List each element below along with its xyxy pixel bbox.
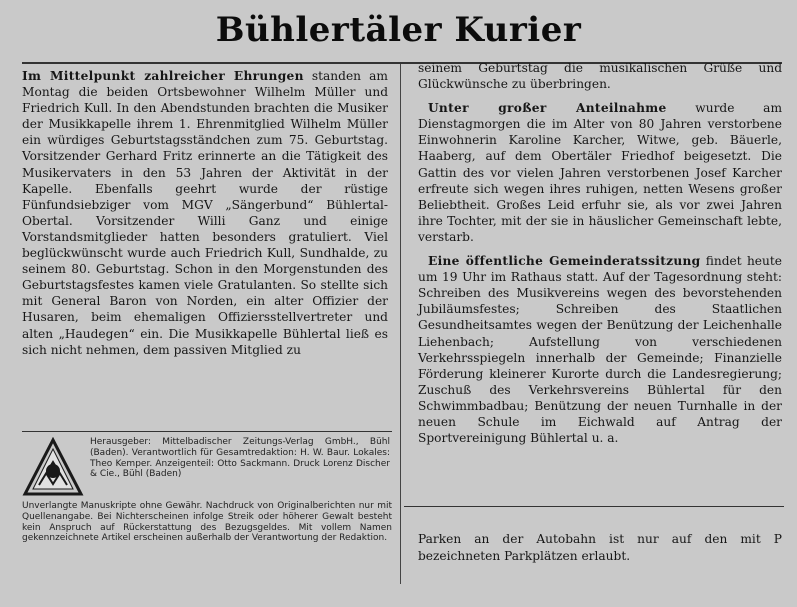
right-column — [418, 60, 782, 454]
article-honors-continued: seinem Geburtstag die musikalischen Grüße und Glückwünsche zu überbringen. — [418, 61, 782, 92]
imprint-rule — [22, 431, 392, 432]
article-honors-lead: Im Mittelpunkt zahlreicher Ehrungen — [22, 69, 304, 83]
left-column — [22, 68, 388, 366]
parking-notice: Parken an der Autobahn ist nur auf den mit P bezeichneten Parkplätzen erlaubt. — [418, 532, 782, 563]
article-funeral — [418, 100, 782, 245]
article-honors-text: standen am Montag die beiden Ortsbewohner Wilhelm Müller und Friedrich Kull. In den Abendstunden brachten die Musiker der Musikkapelle ihrem 1. Ehrenmitglied Wilhelm Müller ein würdiges Geburtstagsständchen zum 75. Geburtstag. Vorsitzender Gerhard Fritz erinnerte an die Tätigkeit des Musikervaters in den 53 Jahren der Aktivität in der Kapelle. Ebenfalls geehrt wurde der rüstige Fünfundsiebziger vom MGV „Sängerbund“ Bühlertal-Obertal. Vorsitzender Willi Ganz und einige Vorstandsmitglieder hatten besonders gratuliert. Viel beglückwünscht wurde auch Friedrich Kull, Sundhalde, zu seinem 80. Geburtstag. Schon in den Morgenstunden des Geburtstagsfestes kamen viele Gratulanten. So stellte sich mit General Baron von Norden, ein alter Offizier der Husaren, beim ehemaligen Offiziersstellvertreter und alten „Haudegen“ ein. Die Musikkapelle Bühlertal ließ es sich nicht nehmen, dem passiven Mitglied zu — [22, 69, 388, 357]
imprint-text: Herausgeber: Mittelbadischer Zeitungs-Verlag GmbH., Bühl (Baden). Verantwortlich für Gesamtredaktion: H. W. Baur. Lokales: Theo Kemper. Anzeigenteil: Otto Sackmann. Druck Lorenz Discher & Cie., Bühl (Baden) — [90, 437, 390, 480]
article-honors — [22, 68, 388, 358]
masthead-title: Bühlertäler Kurier — [215, 10, 582, 50]
column-divider — [400, 64, 401, 584]
notice-rule — [404, 506, 784, 507]
article-funeral-lead: Unter großer Anteilnahme — [428, 101, 667, 116]
article-funeral-text: wurde am Dienstagmorgen die im Alter von 80 Jahren verstorbene Einwohnerin Karoline Karcher, Witwe, geb. Bäuerle, Haaberg, auf dem Obertäler Friedhof beigesetzt. Die Gattin des vor vielen Jahren verstorbenen Josef Karcher erfreute sich wegen ihres ruhigen, netten Wesens großer Beliebtheit. Großes Leid erfuhr sie, als vor zwei Jahren ihre Tochter, mit der sie in häuslicher Gemeinschaft lebte, verstarb. — [418, 101, 782, 244]
article-council-text: findet heute um 19 Uhr im Rathaus statt. Auf der Tagesordnung steht: Schreiben des Musikvereins wegen des bevorstehenden Jubiläumsfestes; Schreiben des Staatlichen Gesundheitsamtes wegen der Benützung der Leichenhalle Liehenbach; Aufstellung von verschiedenen Verkehrsspiegeln innerhalb der Gemeinde; Finanzielle Förderung kleinerer Kurorte durch die Landesregierung; Zuschuß des Verkehrsvereins Bühlertal für den Schwimmbadbau; Benützung der neuen Turnhalle in der neuen Schule im Eichwald auf Antrag der Sportvereinigung Bühlertal u. a. — [418, 254, 782, 446]
publisher-logo-icon — [22, 437, 84, 499]
article-council-lead: Eine öffentliche Gemeinderatssitzung — [428, 254, 701, 269]
article-council — [418, 253, 782, 446]
imprint-disclaimer: Unverlangte Manuskripte ohne Gewähr. Nachdruck von Originalberichten nur mit Quellenangabe. Bei Nichterscheinen infolge Streik oder höherer Gewalt besteht kein Anspruch auf Rückerstattung des Bezugsgeldes. Mit vollem Namen gekennzeichnete Artikel erscheinen außerhalb der Verantwortung der Redaktion. — [22, 501, 392, 544]
